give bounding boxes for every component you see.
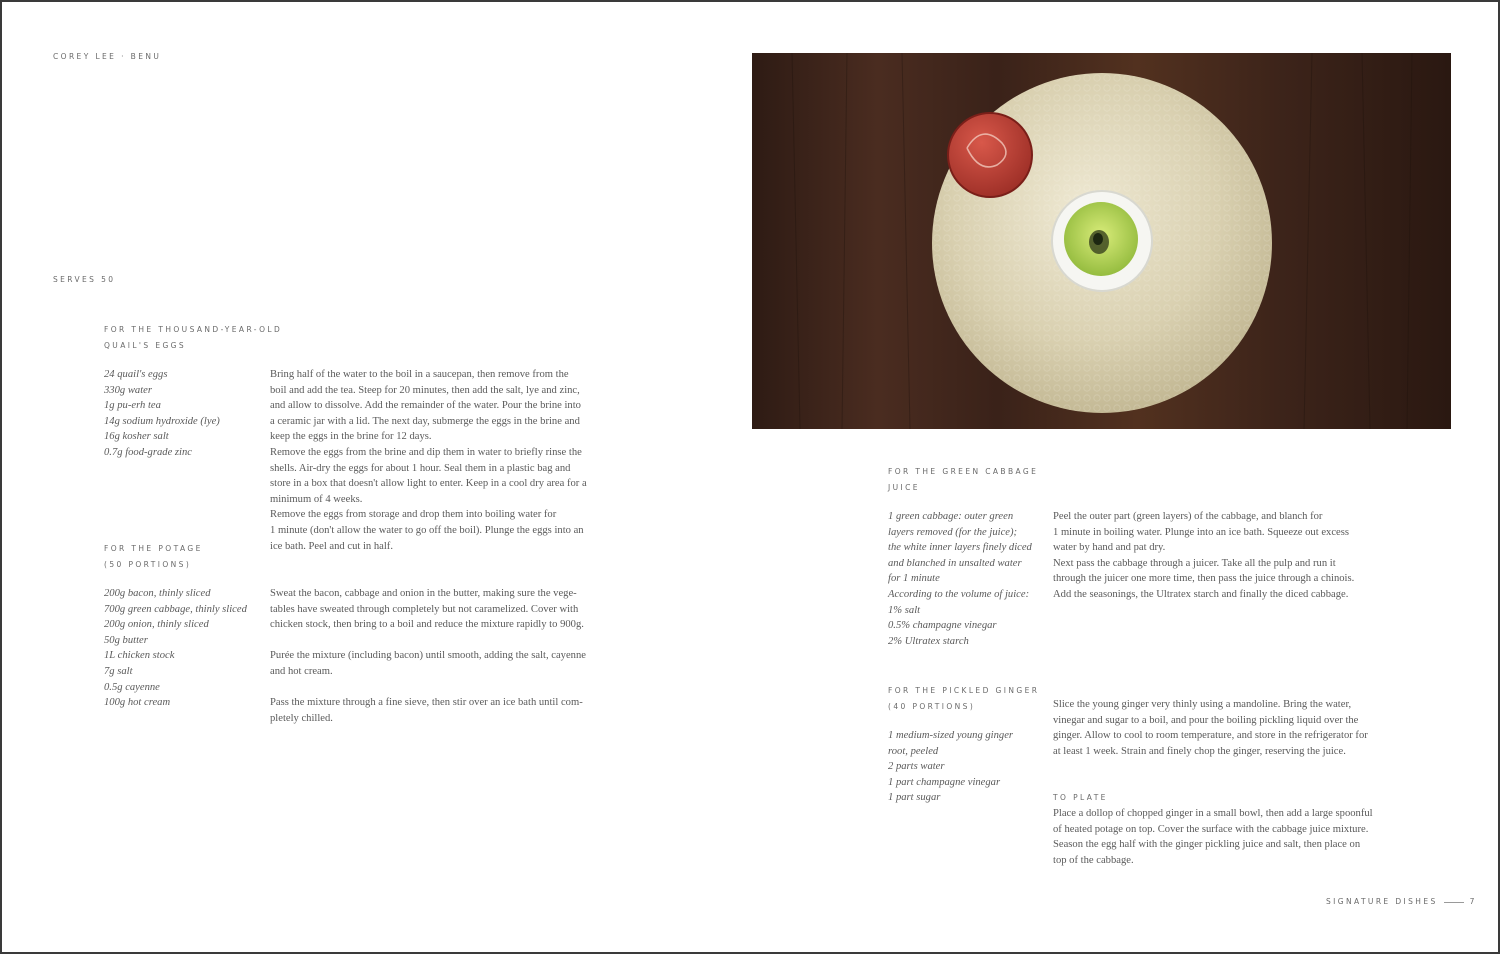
method-line: a ceramic jar with a lid. The next day, submerge the eggs in the brine and: [270, 415, 580, 427]
heading-line: FOR THE GREEN CABBAGE: [888, 467, 1039, 476]
section-heading-cabbage-juice: [888, 464, 1038, 495]
ingredient: According to the volume of juice:: [888, 588, 1030, 600]
to-plate-method: [1053, 806, 1373, 868]
page-number: 7: [1469, 897, 1477, 906]
method-line: top of the cabbage.: [1053, 854, 1134, 866]
method-line: ginger. Allow to cool to room temperature, and store in the refrigerator for: [1053, 730, 1368, 742]
ingredient: 200g bacon, thinly sliced: [104, 588, 211, 599]
ingredient: 0.5g cayenne: [104, 681, 160, 693]
paragraph-gap: [270, 680, 586, 696]
ingredient: 1 medium-sized young ginger: [888, 730, 1014, 741]
ingredient: 1g pu-erh tea: [104, 400, 161, 412]
dish-photo: [752, 53, 1451, 429]
section-heading-pickled-ginger: [888, 683, 1039, 714]
method-line: 1 minute in boiling water. Plunge into an ice bath. Squeeze out excess: [1053, 526, 1349, 538]
method-line: Season the egg half with the ginger pickling juice and salt, then place on: [1053, 839, 1361, 851]
ingredient: 1 part sugar: [888, 792, 941, 804]
ingredient: 700g green cabbage, thinly sliced: [104, 603, 247, 615]
ingredient: 0.7g food-grade zinc: [104, 446, 192, 458]
heading-line: QUAIL'S EGGS: [104, 340, 187, 350]
method-line: and hot cream.: [270, 665, 333, 677]
ingredient: the white inner layers finely diced: [888, 542, 1032, 554]
ingredient: 330g water: [104, 384, 152, 396]
paragraph-gap: [270, 633, 586, 649]
footer-rule: [1444, 902, 1464, 903]
method-line: Remove the eggs from storage and drop them into boiling water for: [270, 509, 557, 521]
heading-line: (40 PORTIONS): [888, 701, 976, 711]
ingredient: 14g sodium hydroxide (lye): [104, 415, 220, 427]
method-line: shells. Air-dry the eggs for about 1 hour. Seal them in a plastic bag and: [270, 462, 571, 474]
method-line: Peel the outer part (green layers) of the cabbage, and blanch for: [1053, 511, 1323, 522]
heading-line: JUICE: [888, 482, 920, 492]
ingredient: 24 quail's eggs: [104, 369, 168, 380]
method-quail-eggs: [270, 367, 587, 554]
method-line: boil and add the tea. Steep for 20 minutes, then add the salt, lye and zinc,: [270, 384, 580, 396]
ingredient: 16g kosher salt: [104, 431, 169, 443]
ingredient: layers removed (for the juice);: [888, 526, 1018, 538]
method-line: pletely chilled.: [270, 712, 333, 724]
method-line: Place a dollop of chopped ginger in a small bowl, then add a large spoonful: [1053, 808, 1373, 819]
method-line: Bring half of the water to the boil in a saucepan, then remove from the: [270, 369, 569, 380]
footer-section-name: SIGNATURE DISHES: [1326, 897, 1438, 906]
to-plate-heading: TO PLATE: [1053, 793, 1108, 802]
heading-line: FOR THE PICKLED GINGER: [888, 686, 1040, 695]
method-line: water by hand and pat dry.: [1053, 542, 1166, 554]
method-line: chicken stock, then bring to a boil and reduce the mixture rapidly to 900g.: [270, 619, 584, 631]
method-line: Slice the young ginger very thinly using a mandoline. Bring the water,: [1053, 699, 1352, 710]
page-footer: [1326, 897, 1477, 906]
method-line: through the juicer one more time, then pass the juice through a chinois.: [1053, 573, 1355, 585]
method-cabbage-juice: [1053, 509, 1354, 603]
method-line: at least 1 week. Strain and finely chop the ginger, reserving the juice.: [1053, 745, 1346, 757]
ingredient: 1L chicken stock: [104, 650, 175, 662]
method-pickled-ginger: [1053, 697, 1368, 759]
ingredient: 200g onion, thinly sliced: [104, 619, 209, 631]
method-line: Next pass the cabbage through a juicer. Take all the pulp and run it: [1053, 557, 1336, 569]
section-heading-potage: [104, 541, 203, 572]
method-line: and allow to dissolve. Add the remainder of the water. Pour the brine into: [270, 400, 581, 412]
heading-line: FOR THE POTAGE: [104, 544, 203, 553]
ingredient: 7g salt: [104, 665, 133, 677]
ingredient: 1 green cabbage: outer green: [888, 511, 1014, 522]
ingredients-list-cabbage-juice: [888, 509, 1032, 649]
ingredient: and blanched in unsalted water: [888, 557, 1022, 569]
ingredient: 1% salt: [888, 604, 921, 616]
method-line: minimum of 4 weeks.: [270, 493, 363, 505]
running-head: COREY LEE · BENU: [53, 52, 162, 61]
method-line: of heated potage on top. Cover the surface with the cabbage juice mixture.: [1053, 823, 1369, 835]
heading-line: (50 PORTIONS): [104, 559, 192, 569]
ingredient: 1 part champagne vinegar: [888, 776, 1001, 788]
method-line: ice bath. Peel and cut in half.: [270, 540, 393, 552]
ingredient: for 1 minute: [888, 573, 940, 585]
method-line: 1 minute (don't allow the water to go off the boil). Plunge the eggs into an: [270, 524, 584, 536]
ingredient: 2 parts water: [888, 761, 945, 773]
ingredients-list-pickled-ginger: [888, 728, 1013, 806]
method-line: Pass the mixture through a fine sieve, then stir over an ice bath until com-: [270, 697, 583, 709]
method-potage: [270, 586, 586, 726]
ingredient: 2% Ultratex starch: [888, 635, 969, 647]
method-line: Add the seasonings, the Ultratex starch and finally the diced cabbage.: [1053, 588, 1349, 600]
ingredients-list-potage: [104, 586, 247, 711]
dish-photo-illustration: [752, 53, 1451, 429]
method-line: keep the eggs in the brine for 12 days.: [270, 431, 432, 443]
method-line: store in a box that doesn't allow light to enter. Keep in a cool dry area for a: [270, 478, 587, 490]
serves-label: SERVES 50: [53, 275, 116, 284]
method-line: Sweat the bacon, cabbage and onion in the butter, making sure the vege-: [270, 588, 577, 599]
ingredient: root, peeled: [888, 745, 939, 757]
method-line: vinegar and sugar to a boil, and pour the boiling pickling liquid over the: [1053, 714, 1359, 726]
ingredient: 0.5% champagne vinegar: [888, 620, 997, 632]
section-heading-quail-eggs: [104, 322, 282, 353]
ingredient: 50g butter: [104, 634, 148, 646]
heading-line: FOR THE THOUSAND-YEAR-OLD: [104, 325, 283, 334]
method-line: tables have sweated through completely but not caramelized. Cover with: [270, 603, 579, 615]
ingredient: 100g hot cream: [104, 697, 171, 709]
method-line: Purée the mixture (including bacon) until smooth, adding the salt, cayenne: [270, 650, 586, 662]
ingredients-list-quail-eggs: [104, 367, 220, 461]
method-line: Remove the eggs from the brine and dip them in water to briefly rinse the: [270, 446, 582, 458]
